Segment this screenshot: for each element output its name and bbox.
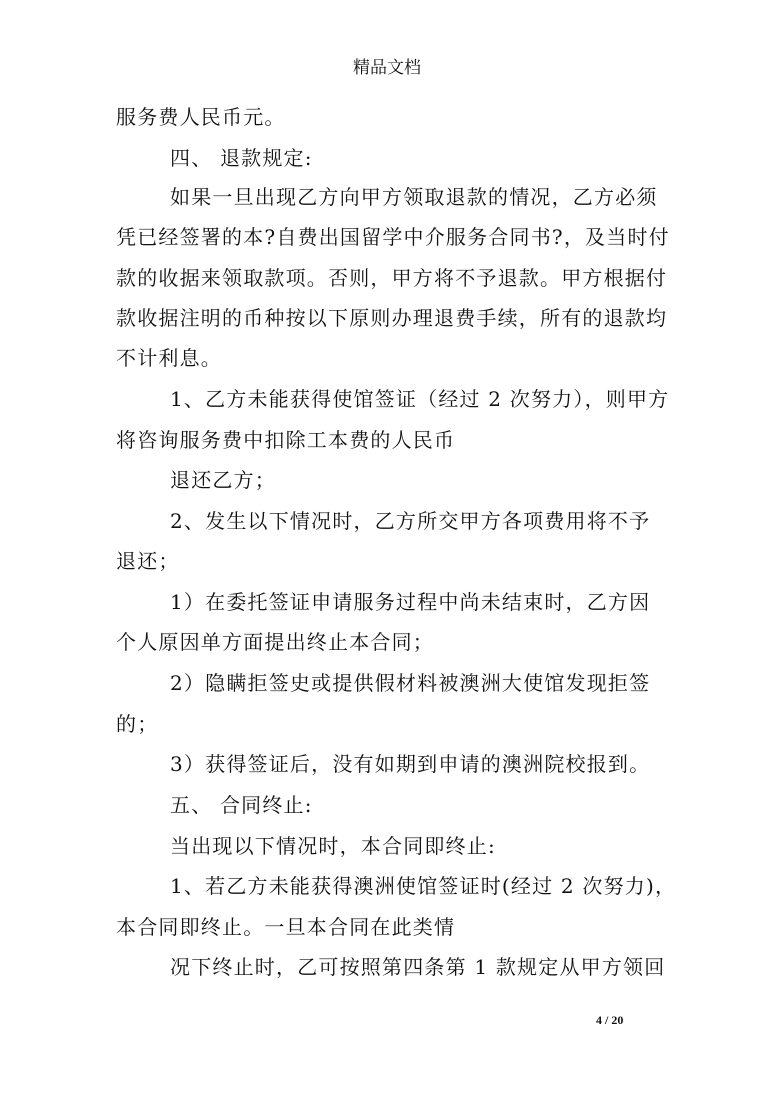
text-line: 况下终止时，乙可按照第四条第 1 款规定从甲方领回 bbox=[170, 955, 666, 979]
text-line: 1、若乙方未能获得澳洲使馆签证时(经过 2 次努力)， bbox=[170, 874, 677, 898]
text-line: 款收据注明的币种按以下原则办理退费手续，所有的退款均 bbox=[116, 306, 668, 330]
text-line: 如果一旦出现乙方向甲方领取退款的情况，乙方必须 bbox=[170, 185, 658, 209]
text-line: 款的收据来领取款项。否则，甲方将不予退款。甲方根据付 bbox=[116, 266, 668, 290]
text-line: 当出现以下情况时，本合同即终止: bbox=[170, 834, 496, 858]
text-line: 本合同即终止。一旦本合同在此类情 bbox=[116, 915, 456, 939]
text-line: 退还； bbox=[116, 549, 180, 573]
text-line: 退还乙方； bbox=[170, 468, 276, 492]
text-line: 1、乙方未能获得使馆签证（经过 2 次努力），则甲方 bbox=[170, 387, 670, 411]
text-line: 凭已经签署的本?自费出国留学中介服务合同书?，及当时付 bbox=[116, 225, 670, 249]
text-line: 3）获得签证后，没有如期到申请的澳洲院校报到。 bbox=[170, 752, 651, 776]
page-header: 精品文档 bbox=[353, 58, 421, 78]
section-heading: 四、 退款规定: bbox=[170, 146, 313, 170]
page-number: 4 / 20 bbox=[596, 1013, 624, 1027]
text-line: 服务费人民币元。 bbox=[116, 105, 286, 129]
text-line: 2）隐瞒拒签史或提供假材料被澳洲大使馆发现拒签 bbox=[170, 671, 651, 695]
text-line: 的； bbox=[116, 712, 159, 736]
text-line: 2、发生以下情况时，乙方所交甲方各项费用将不予 bbox=[170, 509, 651, 533]
section-heading: 五、 合同终止: bbox=[170, 793, 313, 817]
text-line: 不计利息。 bbox=[116, 346, 222, 370]
text-line: 1）在委托签证申请服务过程中尚未结束时，乙方因 bbox=[170, 590, 651, 614]
text-line: 将咨询服务费中扣除工本费的人民币 bbox=[116, 428, 456, 452]
text-line: 个人原因单方面提出终止本合同； bbox=[116, 630, 434, 654]
